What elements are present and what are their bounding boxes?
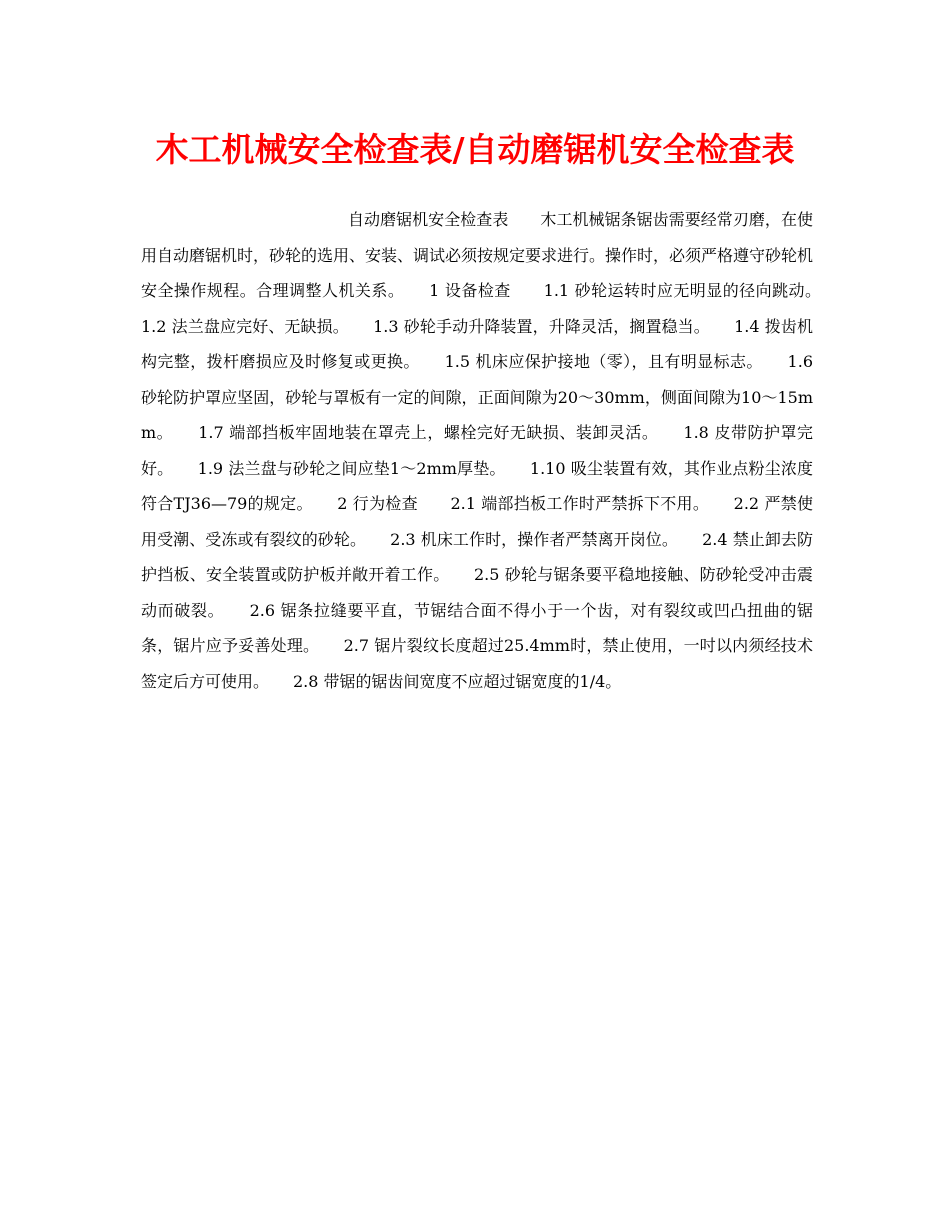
document-body-text: 自动磨锯机安全检查表 木工机械锯条锯齿需要经常刃磨，在使用自动磨锯机时，砂轮的选用、安装、调试必须按规定要求进行。操作时，必须严格遵守砂轮机安全操作规程。合理调整人机关系。 1 设备检查 1.1 砂轮运转时应无明显的径向跳动。 1.2 法兰盘应完好、无缺损。 1.3 砂轮手动升降装置，升降灵活，搁置稳当。 1.4 拨齿机构完整，拨杆磨损应及时修复或更换。 1.5 机床应保护接地（零），且有明显标志。 1.6 砂轮防护罩应坚固，砂轮与罩板有一定的间隙，正面间隙为20～30mm，侧面间隙为10～15mm。 1.7 端部挡板牢固地装在罩壳上，螺栓完好无缺损、装卸灵活。 1.8 皮带防护罩完好。 1.9 法兰盘与砂轮之间应垫1～2mm厚垫。 1.10 吸尘装置有效，其作业点粉尘浓度符合TJ36—79的规定。 2 行为检查 2.1 端部挡板工作时严禁拆下不用。 2.2 严禁使用受潮、受冻或有裂纹的砂轮。 2.3 机床工作时，操作者严禁离开岗位。 2.4 禁止卸去防护挡板、安全装置或防护板并敞开着工作。 2.5 砂轮与锯条要平稳地接触、防砂轮受冲击震动而破裂。 2.6 锯条拉缝要平直，节锯结合面不得小于一个齿，对有裂纹或凹凸扭曲的锯条，锯片应予妥善处理。 2.7 锯片裂纹长度超过25.4mm时，禁止使用，一吋以内须经技术签定后方可使用。 2.8 带锯的锯齿间宽度不应超过锯宽度的1/4。 xyxy=(141,210,846,691)
document-title: 木工机械安全检查表/自动磨锯机安全检查表 xyxy=(155,130,795,169)
